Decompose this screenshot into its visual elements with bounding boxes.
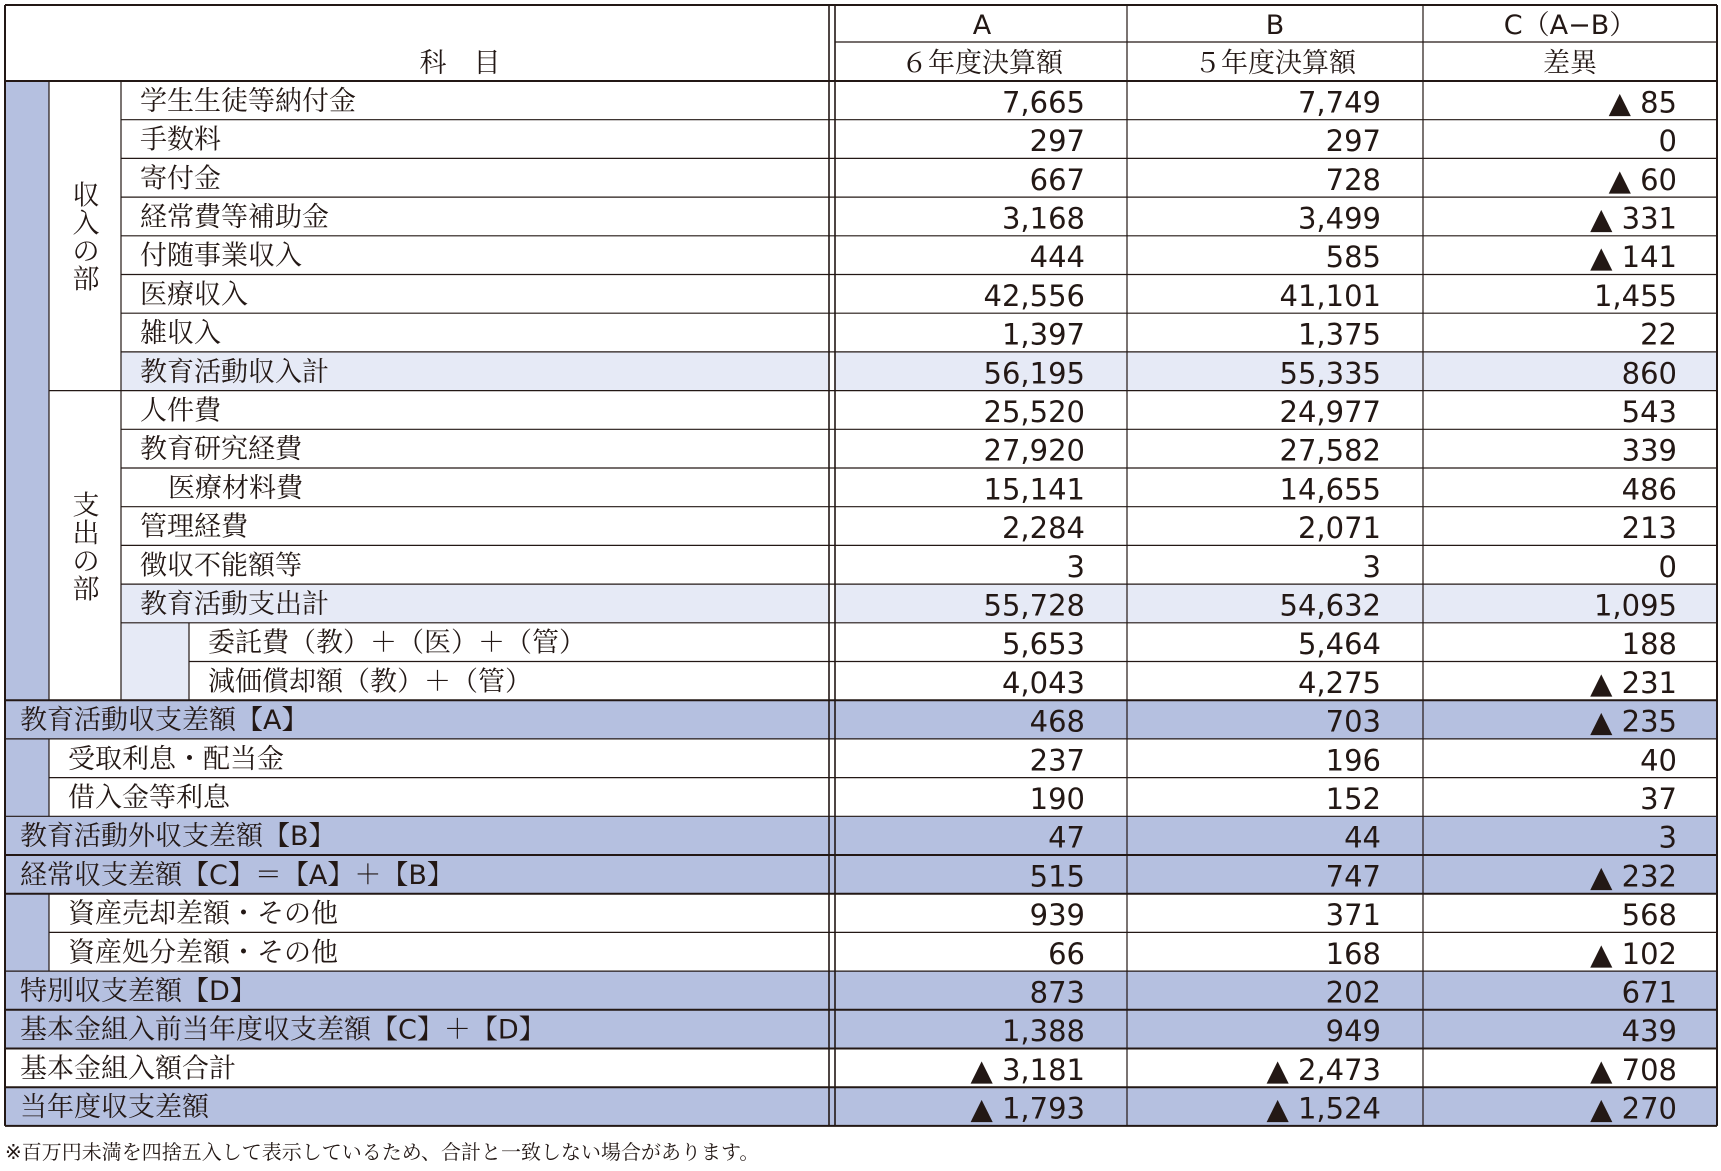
row-value: 949 <box>1325 1014 1381 1049</box>
row-value: 55,728 <box>983 588 1085 623</box>
row-value: ▲ 708 <box>1590 1052 1677 1087</box>
row-value: 568 <box>1621 898 1677 933</box>
row-label: 付随事業収入 <box>140 240 302 272</box>
row-label: 教育研究経費 <box>140 434 302 466</box>
row-label: 学生生徒等納付金 <box>140 85 356 117</box>
row-value: ▲ 235 <box>1590 704 1677 739</box>
row-value: 42,556 <box>983 278 1085 313</box>
row-value: 55,335 <box>1279 356 1381 391</box>
side-strip <box>5 81 49 700</box>
row-value: ▲ 1,793 <box>970 1091 1085 1126</box>
row-value: 24,977 <box>1279 394 1381 429</box>
row-label: 教育活動外収支差額【B】 <box>20 821 336 853</box>
row-value: 1,388 <box>1001 1014 1085 1049</box>
row-value: 297 <box>1029 124 1085 159</box>
row-label: 減価償却額（教）＋（管） <box>208 666 532 698</box>
side-label-char: 入 <box>72 208 100 240</box>
row-value: 27,920 <box>983 433 1085 468</box>
row-value: 3 <box>1658 820 1677 855</box>
side-strip <box>5 894 49 971</box>
row-label: 教育活動収入計 <box>140 356 329 388</box>
row-value: 56,195 <box>983 356 1085 391</box>
row-value: 7,665 <box>1001 85 1085 120</box>
row-value: 371 <box>1325 898 1381 933</box>
row-value: 14,655 <box>1279 472 1381 507</box>
row-label: 借入金等利息 <box>68 782 230 814</box>
side-label-char: の <box>72 546 100 578</box>
side-label-char: 部 <box>72 574 100 606</box>
row-value: 54,632 <box>1279 588 1381 623</box>
row-value: 190 <box>1029 781 1085 816</box>
row-value: 3,499 <box>1297 201 1381 236</box>
row-value: 213 <box>1621 511 1677 546</box>
row-value: ▲ 60 <box>1608 162 1677 197</box>
row-label: 基本金組入額合計 <box>20 1053 236 1085</box>
row-value: ▲ 102 <box>1590 936 1677 971</box>
row-value: 1,095 <box>1593 588 1677 623</box>
row-label: 資産売却差額・その他 <box>68 898 338 930</box>
row-value: 3,168 <box>1001 201 1085 236</box>
row-value: 0 <box>1658 549 1677 584</box>
indent-fill <box>121 623 189 700</box>
row-label: 特別収支差額【D】 <box>20 975 257 1007</box>
expense-side-label <box>73 491 100 606</box>
subject-header: 科 目 <box>419 48 501 79</box>
row-value: 44 <box>1344 820 1381 855</box>
row-value: 543 <box>1621 394 1677 429</box>
row-value: 2,071 <box>1297 511 1381 546</box>
row-value: 667 <box>1029 162 1085 197</box>
row-value: ▲ 2,473 <box>1266 1052 1381 1087</box>
side-label-char: 出 <box>72 518 100 550</box>
row-value: 3 <box>1362 549 1381 584</box>
row-value: 66 <box>1048 936 1085 971</box>
row-value: 237 <box>1029 743 1085 778</box>
row-value: 27,582 <box>1279 433 1381 468</box>
row-value: 37 <box>1640 781 1677 816</box>
row-label: 教育活動支出計 <box>140 588 329 620</box>
row-value: 860 <box>1621 356 1677 391</box>
row-value: 22 <box>1640 317 1677 352</box>
row-label: 教育活動収支差額【A】 <box>20 705 309 737</box>
row-label: 経常収支差額【C】＝【A】＋【B】 <box>20 859 454 891</box>
row-value: 3 <box>1066 549 1085 584</box>
row-label: 委託費（教）＋（医）＋（管） <box>208 627 586 659</box>
row-value: ▲ 232 <box>1590 859 1677 894</box>
row-value: 486 <box>1621 472 1677 507</box>
total-fill <box>5 971 1717 1010</box>
row-value: 25,520 <box>983 394 1085 429</box>
row-value: 439 <box>1621 1014 1677 1049</box>
row-value: 297 <box>1325 124 1381 159</box>
column-letter: B <box>1265 10 1285 41</box>
column-title: ６年度決算額 <box>901 48 1063 79</box>
row-value: 1,397 <box>1001 317 1085 352</box>
row-value: 196 <box>1325 743 1381 778</box>
row-value: 5,653 <box>1001 627 1085 662</box>
row-value: 152 <box>1325 781 1381 816</box>
side-label-char: 収 <box>72 180 100 212</box>
row-label: 当年度収支差額 <box>20 1092 209 1124</box>
side-label-char: 支 <box>72 490 100 522</box>
row-value: 1,375 <box>1297 317 1381 352</box>
row-value: ▲ 270 <box>1590 1091 1677 1126</box>
row-value: 41,101 <box>1279 278 1381 313</box>
row-value: ▲ 231 <box>1590 665 1677 700</box>
row-label: 医療材料費 <box>168 472 303 504</box>
row-label: 人件費 <box>140 395 221 427</box>
row-value: 671 <box>1621 975 1677 1010</box>
row-value: 873 <box>1029 975 1085 1010</box>
subtotal-fill <box>835 584 1717 623</box>
total-fill <box>5 1087 1717 1126</box>
row-value: 2,284 <box>1001 511 1085 546</box>
row-label: 手数料 <box>140 124 221 156</box>
row-value: 168 <box>1325 936 1381 971</box>
row-value: 747 <box>1325 859 1381 894</box>
row-value: 585 <box>1325 240 1381 275</box>
row-value: ▲ 1,524 <box>1266 1091 1381 1126</box>
row-value: 188 <box>1621 627 1677 662</box>
row-value: 47 <box>1048 820 1085 855</box>
row-value: 1,455 <box>1593 278 1677 313</box>
column-title: ５年度決算額 <box>1194 48 1356 79</box>
row-value: 339 <box>1621 433 1677 468</box>
row-value: 4,275 <box>1297 665 1381 700</box>
row-label: 受取利息・配当金 <box>68 743 284 775</box>
income-side-label <box>73 181 100 296</box>
row-value: ▲ 141 <box>1590 240 1677 275</box>
row-value: 939 <box>1029 898 1085 933</box>
row-label: 資産処分差額・その他 <box>68 937 338 969</box>
row-label: 雑収入 <box>140 318 221 350</box>
side-label-char: 部 <box>72 264 100 296</box>
side-strip <box>5 739 49 816</box>
row-label: 基本金組入前当年度収支差額【C】＋【D】 <box>20 1014 546 1046</box>
column-title: 差異 <box>1543 48 1597 79</box>
subtotal-fill <box>835 352 1717 391</box>
row-label: 寄付金 <box>140 163 221 195</box>
row-value: 703 <box>1325 704 1381 739</box>
row-label: 医療収入 <box>140 279 248 311</box>
row-label: 徴収不能額等 <box>140 550 302 582</box>
row-label: 経常費等補助金 <box>140 201 329 233</box>
row-label: 管理経費 <box>140 511 248 543</box>
row-value: 202 <box>1325 975 1381 1010</box>
row-value: 40 <box>1640 743 1677 778</box>
row-value: 4,043 <box>1001 665 1085 700</box>
row-value: 0 <box>1658 124 1677 159</box>
row-value: 468 <box>1029 704 1085 739</box>
row-value: 7,749 <box>1297 85 1381 120</box>
row-value: 15,141 <box>983 472 1085 507</box>
column-letter: A <box>972 10 992 41</box>
row-value: ▲ 3,181 <box>970 1052 1085 1087</box>
row-value: 5,464 <box>1297 627 1381 662</box>
column-letter: C（A−B） <box>1503 10 1637 41</box>
side-label-char: の <box>72 236 100 268</box>
row-value: 515 <box>1029 859 1085 894</box>
footnote: ※百万円未満を四捨五入して表示しているため、合計と一致しない場合があります。 <box>5 1139 760 1164</box>
row-value: 444 <box>1029 240 1085 275</box>
row-value: ▲ 331 <box>1590 201 1677 236</box>
row-value: ▲ 85 <box>1608 85 1677 120</box>
row-value: 728 <box>1325 162 1381 197</box>
